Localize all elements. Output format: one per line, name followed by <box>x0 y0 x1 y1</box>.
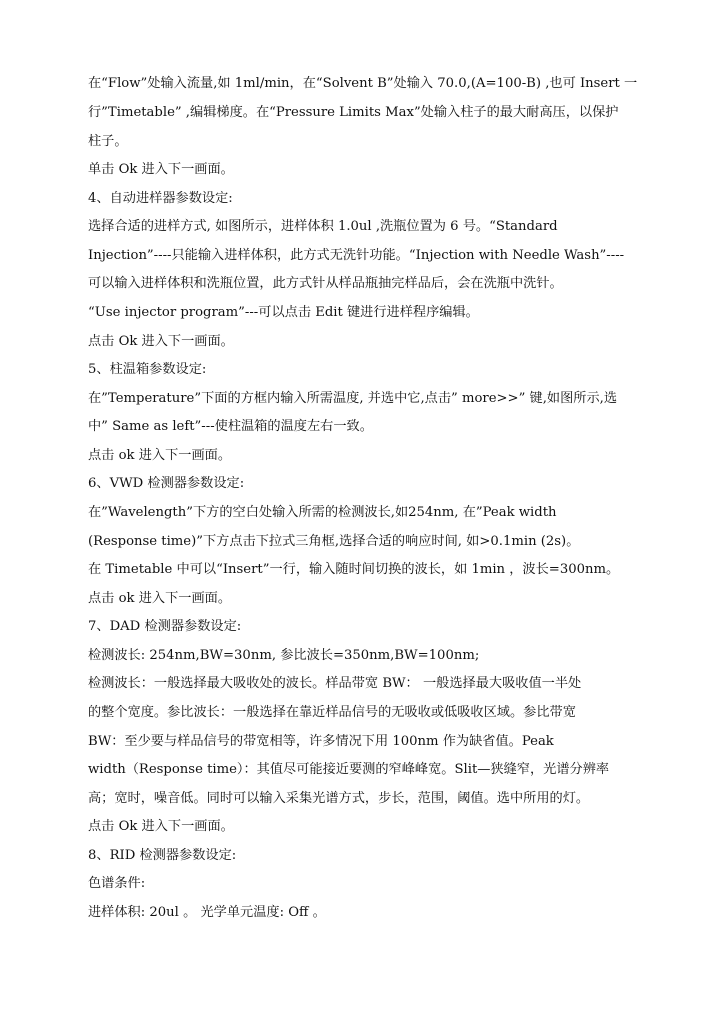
text-line: 色谱条件: <box>88 876 146 891</box>
text-line: 在”Wavelength”下方的空白处输入所需的检测波长,如254nm, 在”Peak width <box>88 505 557 520</box>
text-line: 检测波长：一般选择最大吸收处的波长。样品带宽 BW： 一般选择最大吸收值一半处 <box>88 676 582 691</box>
text-line: width（Response time）：其值尽可能接近要测的窄峰峰宽。Slit—狭缝窄，光谱分辨率 <box>88 762 610 777</box>
text-line: 中” Same as left”---使柱温箱的温度左右一致。 <box>88 419 373 434</box>
text-line: 点击 ok 进入下一画面。 <box>88 448 232 463</box>
text-line: 在“Flow”处输入流量,如 1ml/min，在“Solvent B”处输入 70.0,(A=100-B) ,也可 Insert 一 <box>88 76 638 91</box>
text-line: 进样体积: 20ul 。 光学单元温度: Off 。 <box>88 905 326 920</box>
text-line: 检测波长: 254nm,BW=30nm, 参比波长=350nm,BW=100nm; <box>88 648 480 663</box>
text-line: 在”Temperature”下面的方框内输入所需温度, 并选中它,点击” more>>” 键,如图所示,选 <box>88 391 618 406</box>
section-heading: 5、柱温箱参数设定: <box>88 362 207 377</box>
text-line: 在 Timetable 中可以“Insert”一行，输入随时间切换的波长，如 1min ，波长=300nm。 <box>88 562 620 577</box>
text-line: 柱子。 <box>88 134 128 149</box>
section-heading: 8、RID 检测器参数设定: <box>88 848 237 863</box>
text-line: 点击 Ok 进入下一画面。 <box>88 334 234 349</box>
text-line: (Response time)”下方点击下拉式三角框,选择合适的响应时间, 如>0.1min (2s)。 <box>88 534 580 549</box>
text-line: 的整个宽度。参比波长：一般选择在靠近样品信号的无吸收或低吸收区域。参比带宽 <box>88 705 576 720</box>
text-line: 高；宽时，噪音低。同时可以输入采集光谱方式，步长，范围，阈值。选中所用的灯。 <box>88 791 590 806</box>
text-line: 行”Timetable” ,编辑梯度。在“Pressure Limits Max”处输入柱子的最大耐高压，以保护 <box>88 105 619 120</box>
text-line: 单击 Ok 进入下一画面。 <box>88 162 234 177</box>
text-line: “Use injector program”---可以点击 Edit 键进行进样程序编辑。 <box>88 305 479 320</box>
text-line: 点击 Ok 进入下一画面。 <box>88 819 234 834</box>
text-line: BW：至少要与样品信号的带宽相等，许多情况下用 100nm 作为缺省值。Peak <box>88 734 554 749</box>
section-heading: 6、VWD 检测器参数设定: <box>88 476 245 491</box>
text-line: 选择合适的进样方式, 如图所示，进样体积 1.0ul ,洗瓶位置为 6 号。“Standard <box>88 219 558 234</box>
section-heading: 4、自动进样器参数设定: <box>88 191 233 206</box>
text-line: 点击 ok 进入下一画面。 <box>88 591 232 606</box>
section-heading: 7、DAD 检测器参数设定: <box>88 619 242 634</box>
text-line: 可以输入进样体积和洗瓶位置，此方式针从样品瓶抽完样品后，会在洗瓶中洗针。 <box>88 276 563 291</box>
text-line: Injection”----只能输入进样体积，此方式无洗针功能。“Injection with Needle Wash”---- <box>88 248 625 263</box>
